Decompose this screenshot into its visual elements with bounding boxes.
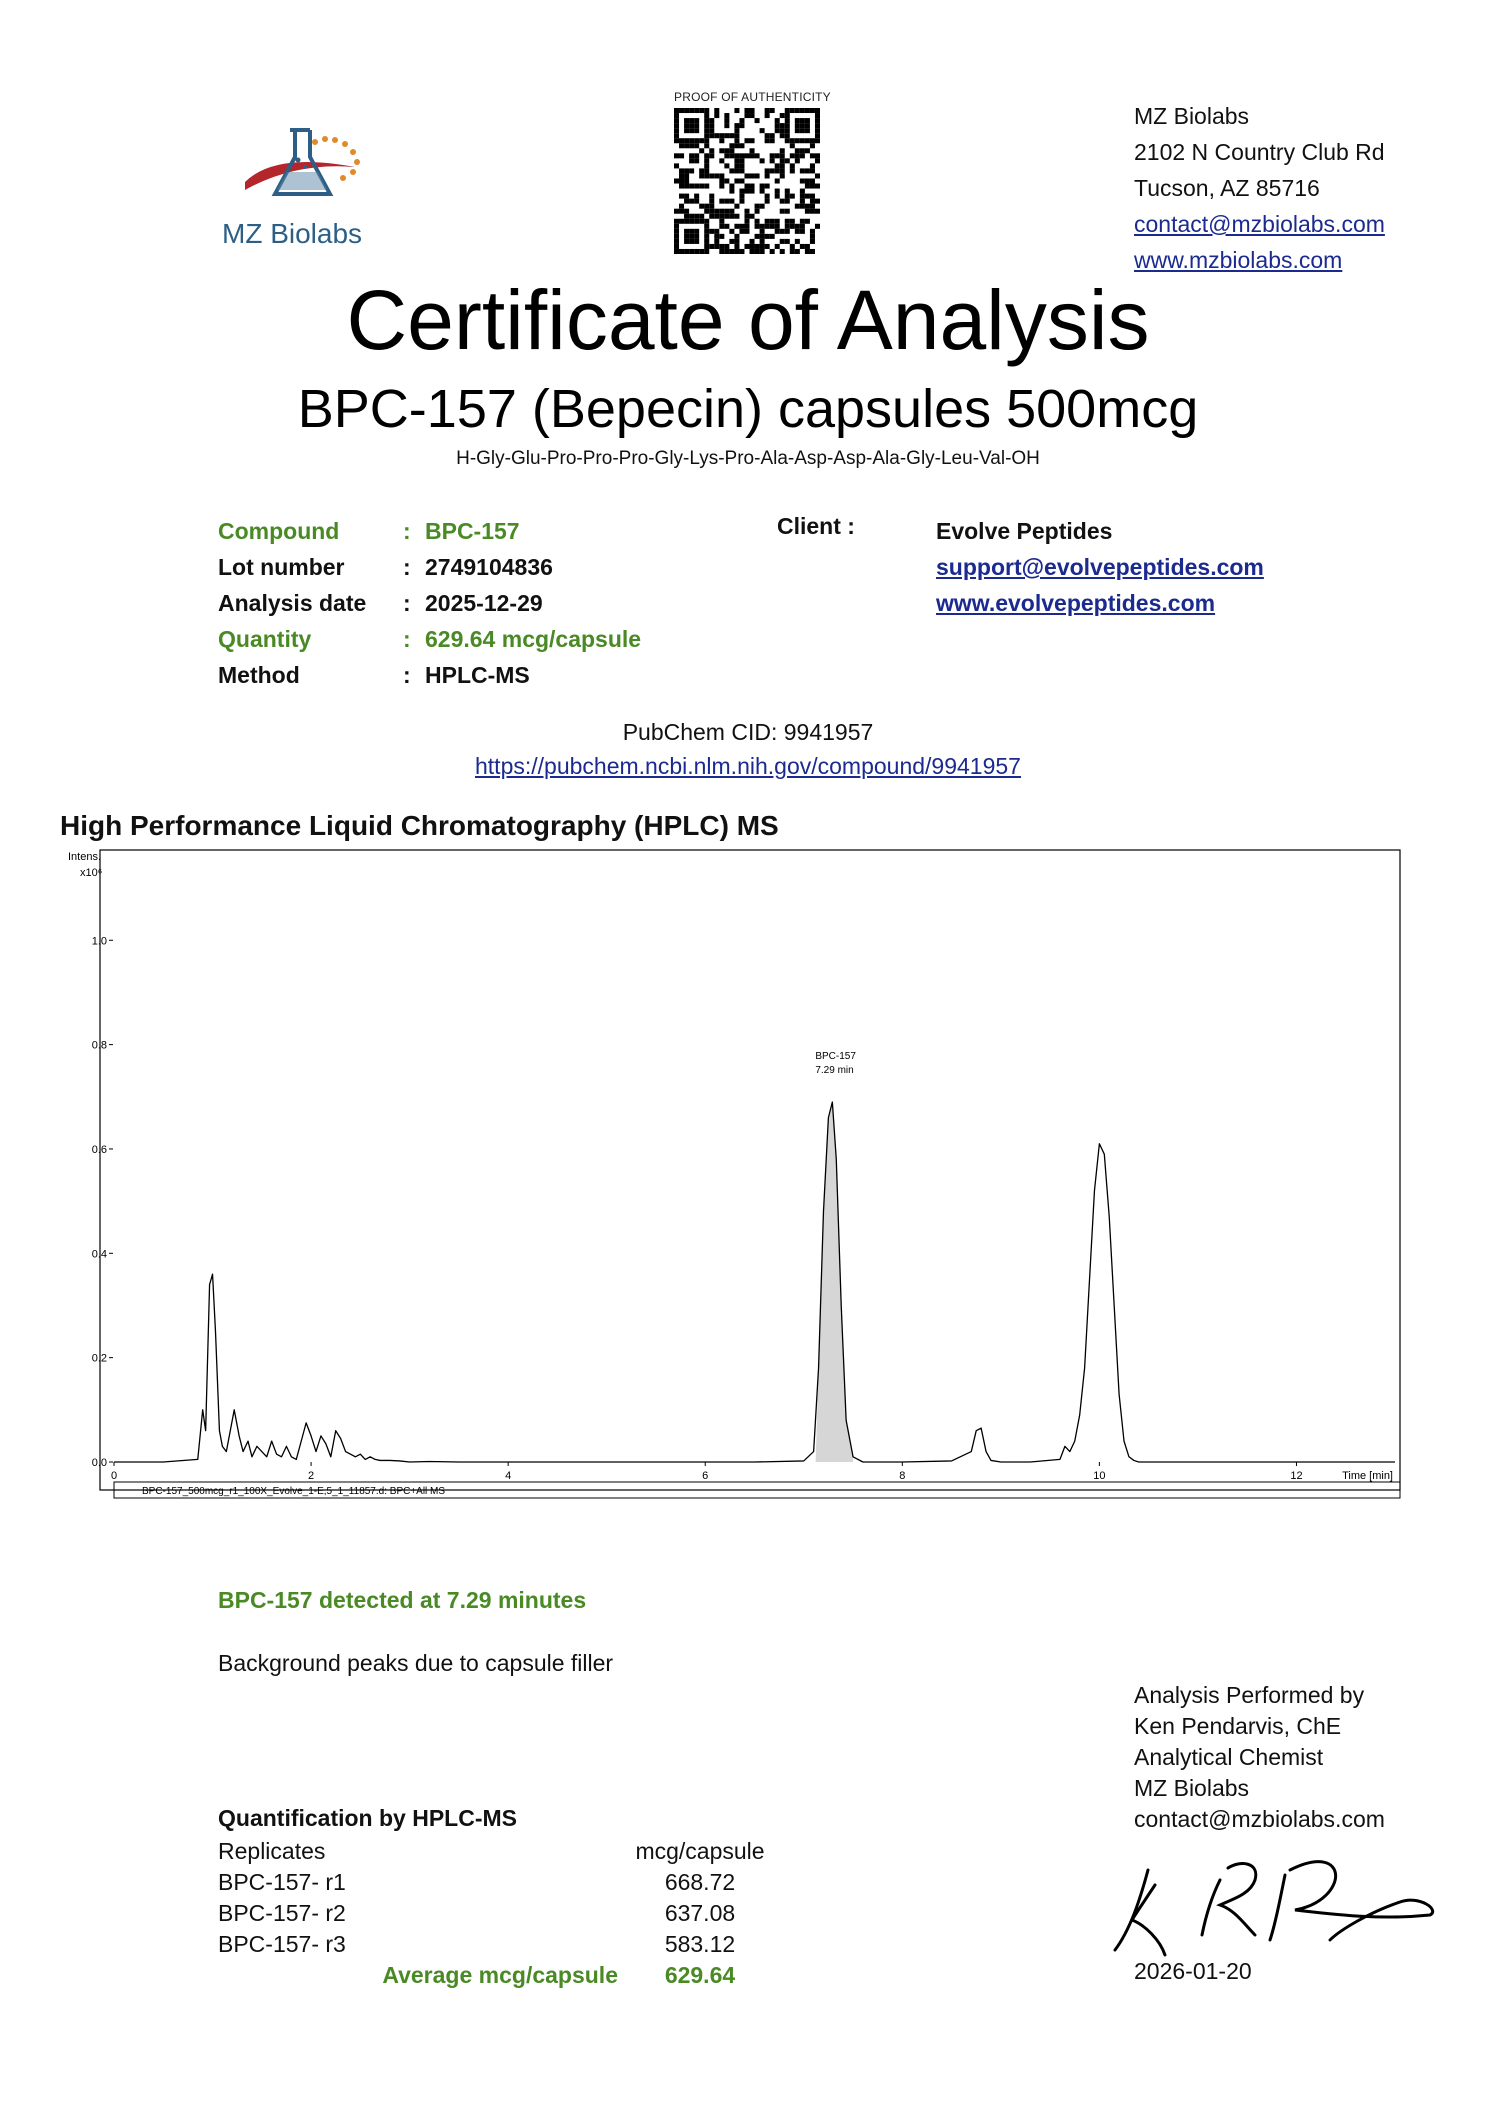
lab-street: 2102 N Country Club Rd	[1134, 139, 1385, 165]
hplc-section-title: High Performance Liquid Chromatography (HPLC) MS	[60, 810, 779, 841]
quantity-label: Quantity	[218, 626, 312, 652]
mcg-header: mcg/capsule	[635, 1838, 765, 1864]
lot-value: 2749104836	[425, 554, 553, 580]
lab-email-link[interactable]: contact@mzbiolabs.com	[1134, 211, 1385, 237]
x-tick-label: 2	[308, 1470, 315, 1482]
y-tick-label: 0.4	[91, 1248, 107, 1261]
analyst-block	[1134, 1680, 1385, 1835]
y-tick-label: 0.2	[91, 1352, 107, 1365]
separator: :	[403, 662, 411, 688]
replicates-header: Replicates	[218, 1838, 326, 1864]
average-row	[218, 1960, 770, 1991]
replicate-name: BPC-157- r1	[218, 1869, 346, 1895]
qr-label: PROOF OF AUTHENTICITY	[674, 90, 831, 104]
analyst-line: Analysis Performed by	[1134, 1682, 1365, 1708]
x-tick-label: 0	[110, 1470, 118, 1482]
quantity-value: 629.64 mcg/capsule	[425, 626, 642, 652]
replicate-value: 637.08	[664, 1900, 736, 1926]
legend-label: BPC-157_500mcg_r1_100X_Evolve_1-E,5_1_11857.d: BPC+All MS	[142, 1486, 446, 1497]
background-note: Background peaks due to capsule filler	[218, 1650, 614, 1676]
average-label: Average mcg/capsule	[382, 1962, 618, 1988]
separator: :	[403, 590, 411, 616]
detection-result: BPC-157 detected at 7.29 minutes	[218, 1587, 587, 1613]
table-header-row	[218, 1836, 770, 1867]
pubchem-link[interactable]: https://pubchem.ncbi.nlm.nih.gov/compound/9941957	[475, 753, 1021, 779]
quantification-table	[218, 1836, 770, 1991]
y-axis-label: Intens.	[68, 851, 102, 863]
y-tick-label: 1.0	[91, 935, 107, 948]
peptide-sequence: H-Gly-Glu-Pro-Pro-Pro-Gly-Lys-Pro-Ala-Asp-Asp-Ala-Gly-Leu-Val-OH	[456, 448, 1040, 469]
client-name: Evolve Peptides	[936, 518, 1113, 544]
lot-label: Lot number	[218, 554, 345, 580]
y-tick-label: 0.6	[91, 1143, 107, 1156]
analyst-title: Analytical Chemist	[1134, 1744, 1324, 1770]
method-label: Method	[218, 662, 300, 688]
signature-image	[1110, 1840, 1450, 1960]
average-value: 629.64	[664, 1962, 736, 1988]
page-title: Certificate of Analysis	[346, 273, 1150, 367]
y-tick-label: 0.8	[91, 1039, 107, 1052]
x-tick-label: 8	[899, 1470, 906, 1482]
separator: :	[403, 518, 411, 544]
replicate-value: 668.72	[664, 1869, 736, 1895]
plot-frame	[100, 850, 1400, 1490]
client-label: Client :	[777, 513, 855, 539]
x-axis-label: Time [min]	[1342, 1470, 1393, 1482]
client-email-link[interactable]: support@evolvepeptides.com	[936, 554, 1264, 580]
analyst-org: MZ Biolabs	[1134, 1775, 1250, 1801]
client-website-link[interactable]: www.evolvepeptides.com	[936, 590, 1216, 616]
peak-annotation-name: BPC-157	[815, 1050, 856, 1062]
x-tick-label: 4	[505, 1470, 512, 1482]
y-tick-label: 0.0	[91, 1457, 107, 1469]
analysis-date-label: Analysis date	[218, 590, 367, 616]
table-row	[218, 1867, 770, 1898]
chromatogram-line	[114, 1102, 1395, 1462]
lab-name: MZ Biolabs	[1134, 103, 1250, 129]
table-row	[218, 1898, 770, 1929]
separator: :	[403, 554, 411, 580]
separator: :	[403, 626, 411, 652]
logo-text: MZ Biolabs	[222, 218, 363, 249]
x-tick-label: 6	[702, 1470, 709, 1482]
lab-city: Tucson, AZ 85716	[1134, 175, 1320, 201]
compound-value: BPC-157	[425, 518, 520, 544]
pubchem-cid: PubChem CID: 9941957	[622, 719, 874, 745]
replicate-name: BPC-157- r2	[218, 1900, 346, 1926]
compound-label: Compound	[218, 518, 340, 544]
replicate-name: BPC-157- r3	[218, 1931, 346, 1957]
signature-date: 2026-01-20	[1134, 1958, 1252, 1984]
product-subtitle: BPC-157 (Bepecin) capsules 500mcg	[297, 379, 1199, 439]
table-row	[218, 1929, 770, 1960]
method-value: HPLC-MS	[425, 662, 530, 688]
y-axis-unit: x10⁶	[80, 867, 103, 879]
analysis-date-value: 2025-12-29	[425, 590, 543, 616]
lab-website-link[interactable]: www.mzbiolabs.com	[1134, 247, 1343, 273]
analyst-name: Ken Pendarvis, ChE	[1134, 1713, 1342, 1739]
x-tick-label: 12	[1290, 1470, 1303, 1482]
replicate-value: 583.12	[664, 1931, 736, 1957]
peak-annotation-time: 7.29 min	[815, 1064, 854, 1076]
x-tick-label: 10	[1093, 1470, 1106, 1482]
quantification-title: Quantification by HPLC-MS	[218, 1805, 517, 1831]
analyst-email: contact@mzbiolabs.com	[1134, 1806, 1385, 1832]
